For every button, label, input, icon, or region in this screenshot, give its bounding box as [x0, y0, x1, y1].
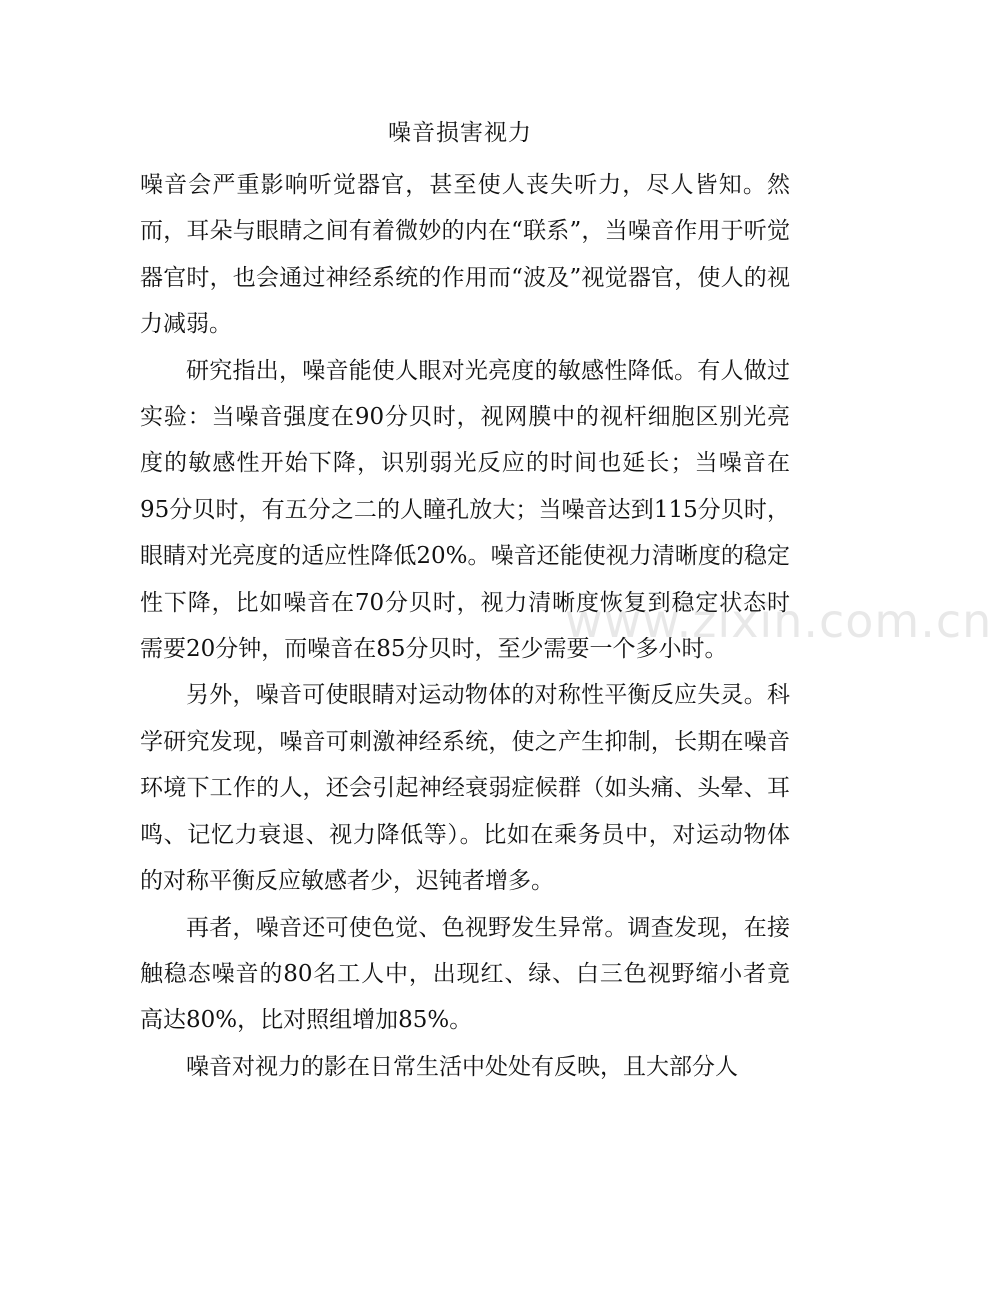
document-body	[140, 162, 790, 1090]
document-title: 噪音损害视力	[388, 120, 532, 146]
paragraph-3: 另外，噪音可使眼睛对运动物体的对称性平衡反应失灵。科学研究发现，噪音可刺激神经系统，使之产生抑制，长期在噪音环境下工作的人，还会引起神经衰弱症候群（如头痛、头晕、耳鸣、记忆力衰退、视力降低等）。比如在乘务员中，对运动物体的对称平衡反应敏感者少，迟钝者增多。	[140, 682, 790, 895]
paragraph-4: 再者，噪音还可使色觉、色视野发生异常。调查发现，在接触稳态噪音的80名工人中，出现红、绿、白三色视野缩小者竟高达80%，比对照组增加85%。	[140, 914, 790, 1034]
paragraph-2: 研究指出，噪音能使人眼对光亮度的敏感性降低。有人做过实验：当噪音强度在90分贝时，视网膜中的视杆细胞区别光亮度的敏感性开始下降，识别弱光反应的时间也延长；当噪音在95分贝时，有五分之二的人瞳孔放大；当噪音达到115分贝时，眼睛对光亮度的适应性降低20%。噪音还能使视力清晰度的稳定性下降，比如噪音在70分贝时，视力清晰度恢复到稳定状态时需要20分钟，而噪音在85分贝时，至少需要一个多小时。	[140, 357, 790, 663]
paragraph-5: 噪音对视力的影在日常生活中处处有反映，且大部分人	[186, 1053, 738, 1080]
paragraph-1: 噪音会严重影响听觉器官，甚至使人丧失听力，尽人皆知。然而，耳朵与眼睛之间有着微妙的内在“联系”，当噪音作用于听觉器官时，也会通过神经系统的作用而“波及”视觉器官，使人的视力减弱。	[140, 172, 790, 338]
site-watermark: www.zixin.com.cn	[565, 594, 992, 648]
